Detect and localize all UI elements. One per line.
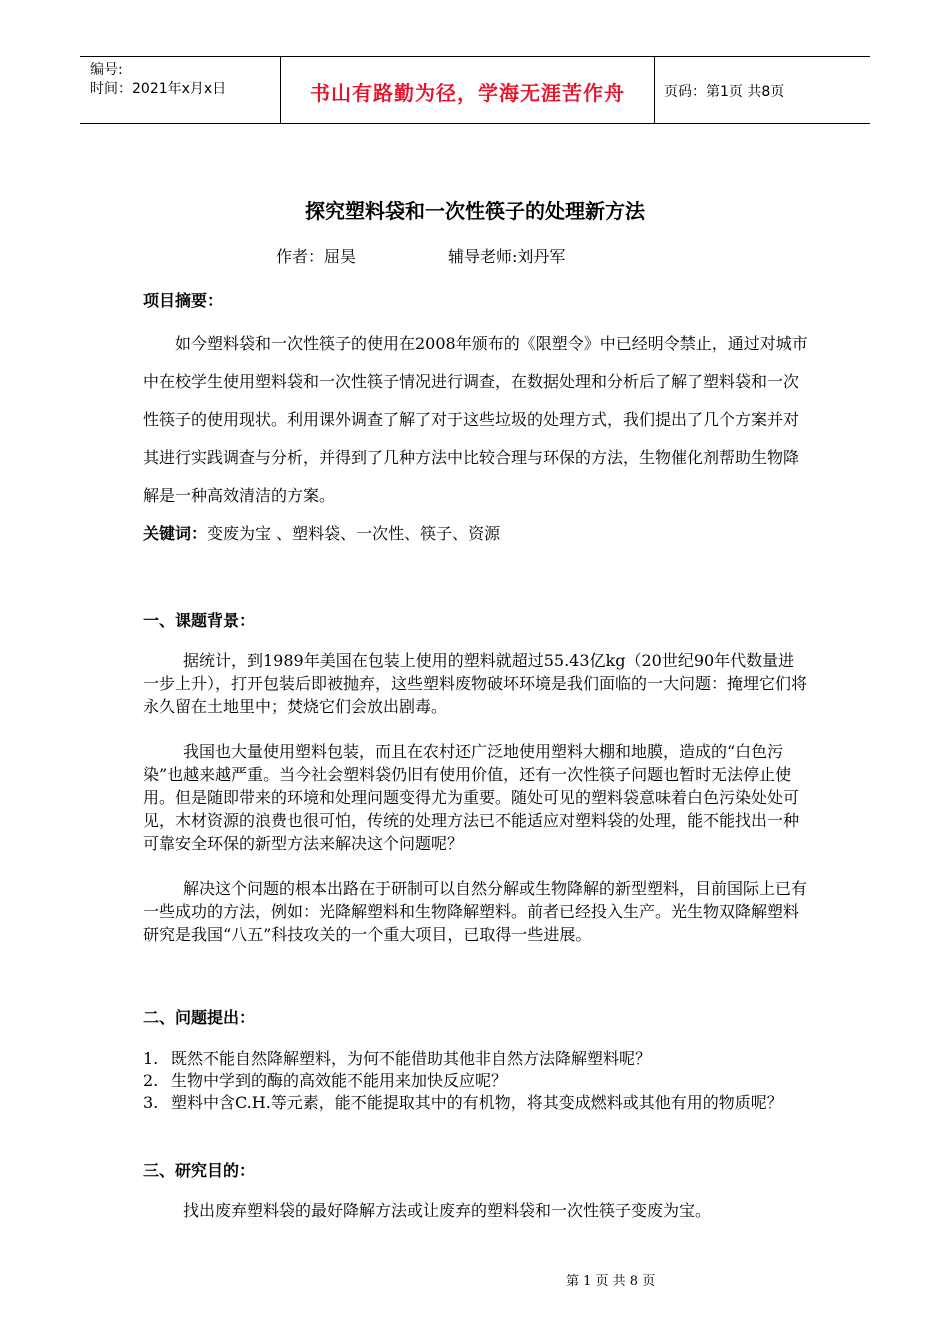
header-meta — [90, 61, 226, 99]
abstract-heading: 项目摘要： — [143, 291, 224, 310]
advisor: 辅导老师:刘丹军 — [448, 247, 566, 266]
header-number-label: 编号: — [90, 62, 123, 78]
background-paragraph-2: 我国也大量使用塑料包装，而且在农村还广泛地使用塑料大棚和地膜，造成的“白色污染”也越来越严重。当今社会塑料袋仍旧有使用价值，还有一次性筷子问题也暂时无法停止使用。但是随即带来的环境和处理问题变得尤为重要。随处可见的塑料袋意味着白色污染处处可见，木材资源的浪费也很可怕，传统的处理方法已不能适应对塑料袋的处理，能不能找出一种可靠安全环保的新型方法来解决这个问题呢？ — [143, 742, 800, 853]
question-item — [143, 1092, 808, 1114]
abstract-section — [143, 288, 808, 553]
question-number: 3. — [143, 1093, 159, 1112]
questions-heading: 二、问题提出： — [143, 1008, 256, 1027]
header-page-info: 页码：第1页 共8页 — [664, 84, 785, 100]
background-paragraph-1: 据统计，到1989年美国在包装上使用的塑料就超过55.43亿kg（20世纪90年代数量进一步上升），打开包装后即被抛弃，这些塑料废物破坏环境是我们面临的一大问题：掩埋它们将永久留在土地里中；焚烧它们会放出剧毒。 — [143, 651, 808, 716]
question-text: 塑料中含C.H.等元素，能不能提取其中的有机物，将其变成燃料或其他有用的物质呢？ — [171, 1093, 783, 1112]
header-divider-right — [654, 57, 655, 123]
document-title: 探究塑料袋和一次性筷子的处理新方法 — [305, 199, 645, 223]
author: 作者：屈昊 — [276, 247, 357, 266]
question-number: 2. — [143, 1071, 159, 1090]
header-time-label: 时间：2021年x月x日 — [90, 81, 227, 97]
question-item — [143, 1070, 808, 1092]
question-text: 既然不能自然降解塑料，为何不能借助其他非自然方法降解塑料呢？ — [171, 1049, 652, 1068]
purpose-section — [143, 1158, 808, 1222]
question-number: 1. — [143, 1049, 159, 1068]
keywords-label: 关键词： — [143, 524, 208, 543]
abstract-text: 如今塑料袋和一次性筷子的使用在2008年颁布的《限塑令》中已经明令禁止，通过对城市中在校学生使用塑料袋和一次性筷子情况进行调查，在数据处理和分析后了解了塑料袋和一次性筷子的使用现状。利用课外调查了解了对于这些垃圾的处理方式，我们提出了几个方案并对其进行实践调查与分析，并得到了几种方法中比较合理与环保的方法，生物催化剂帮助生物降解是一种高效清洁的方案。 — [143, 334, 808, 505]
purpose-text: 找出废弃塑料袋的最好降解方法或让废弃的塑料袋和一次性筷子变废为宝。 — [183, 1201, 712, 1220]
background-heading: 一、课题背景： — [143, 611, 256, 630]
keywords-text: 变废为宝 、塑料袋、一次性、筷子、资源 — [207, 524, 501, 543]
questions-section — [143, 1005, 808, 1114]
page-header — [80, 56, 870, 124]
author-line — [276, 244, 565, 267]
page-footer: 第 1 页 共 8 页 — [566, 1274, 656, 1289]
question-text: 生物中学到的酶的高效能不能用来加快反应呢？ — [171, 1071, 508, 1090]
background-section — [143, 608, 808, 946]
question-item — [143, 1048, 808, 1070]
header-motto: 书山有路勤为径，学海无涯苦作舟 — [310, 81, 625, 105]
purpose-heading: 三、研究目的： — [143, 1161, 256, 1180]
questions-list — [143, 1048, 808, 1114]
keywords-line — [143, 515, 808, 553]
background-paragraph-3: 解决这个问题的根本出路在于研制可以自然分解或生物降解的新型塑料，目前国际上已有一些成功的方法，例如：光降解塑料和生物降解塑料。前者已经投入生产。光生物双降解塑料研究是我国“八五”科技攻关的一个重大项目，已取得一些进展。 — [143, 879, 808, 944]
